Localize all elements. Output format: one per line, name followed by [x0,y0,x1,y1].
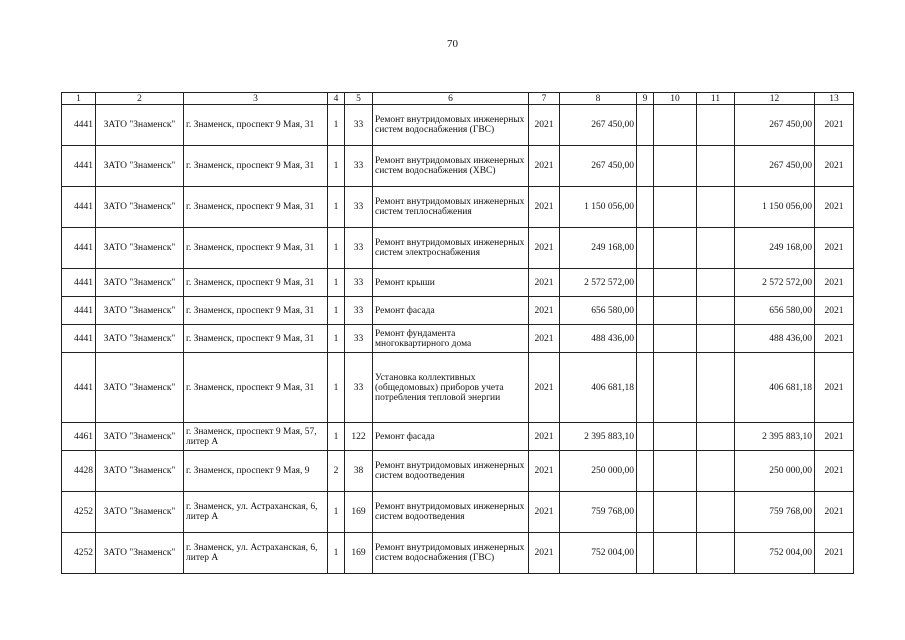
cell-object-code: 4441 [62,105,96,146]
cell-work-type: Ремонт внутридомовых инженерных систем теплоснабжения [373,187,529,228]
cell-col-11 [697,105,735,146]
column-number-1: 1 [62,93,96,105]
cell-cost: 488 436,00 [560,325,637,353]
cell-work-type: Ремонт фасада [373,297,529,325]
column-number-10: 10 [654,93,697,105]
cell-col-11 [697,451,735,492]
table-row [62,533,854,574]
cell-municipality: ЗАТО "Знаменск" [96,146,184,187]
cell-start-year: 2021 [529,146,560,187]
cell-start-year: 2021 [529,451,560,492]
cell-total-cost: 249 168,00 [735,228,815,269]
cell-address: г. Знаменск, проспект 9 Мая, 31 [184,105,328,146]
cell-work-type: Ремонт внутридомовых инженерных систем водоснабжения (ХВС) [373,146,529,187]
cell-col-9 [637,146,654,187]
cell-house-number: 33 [345,146,373,187]
cell-total-cost: 488 436,00 [735,325,815,353]
cell-end-year: 2021 [815,146,854,187]
cell-total-cost: 2 395 883,10 [735,423,815,451]
cell-end-year: 2021 [815,228,854,269]
cell-col-11 [697,269,735,297]
column-number-12: 12 [735,93,815,105]
cell-address: г. Знаменск, проспект 9 Мая, 57, литер А [184,423,328,451]
cell-end-year: 2021 [815,423,854,451]
cell-col-10 [654,451,697,492]
column-number-9: 9 [637,93,654,105]
cell-col-10 [654,228,697,269]
cell-col-11 [697,353,735,423]
cell-building-part: 1 [328,325,345,353]
cell-start-year: 2021 [529,269,560,297]
cell-end-year: 2021 [815,451,854,492]
cell-col-11 [697,297,735,325]
cell-total-cost: 1 150 056,00 [735,187,815,228]
cell-cost: 249 168,00 [560,228,637,269]
cell-address: г. Знаменск, проспект 9 Мая, 9 [184,451,328,492]
cell-col-10 [654,146,697,187]
cell-start-year: 2021 [529,533,560,574]
column-number-11: 11 [697,93,735,105]
cell-total-cost: 267 450,00 [735,146,815,187]
cell-col-10 [654,269,697,297]
column-number-2: 2 [96,93,184,105]
table-row [62,297,854,325]
cell-building-part: 1 [328,146,345,187]
cell-col-9 [637,492,654,533]
cell-total-cost: 752 004,00 [735,533,815,574]
column-number-4: 4 [328,93,345,105]
cell-municipality: ЗАТО "Знаменск" [96,423,184,451]
cell-municipality: ЗАТО "Знаменск" [96,228,184,269]
table-row [62,423,854,451]
column-number-6: 6 [373,93,529,105]
cell-municipality: ЗАТО "Знаменск" [96,187,184,228]
cell-building-part: 1 [328,423,345,451]
table-row [62,451,854,492]
cell-total-cost: 406 681,18 [735,353,815,423]
cell-work-type: Ремонт внутридомовых инженерных систем водоснабжения (ГВС) [373,533,529,574]
cell-col-9 [637,423,654,451]
column-number-5: 5 [345,93,373,105]
cell-end-year: 2021 [815,492,854,533]
cell-end-year: 2021 [815,105,854,146]
cell-work-type: Ремонт фасада [373,423,529,451]
column-number-row [62,93,854,105]
cell-col-11 [697,187,735,228]
cell-house-number: 33 [345,325,373,353]
cell-object-code: 4441 [62,325,96,353]
cell-house-number: 38 [345,451,373,492]
cell-house-number: 169 [345,533,373,574]
cell-col-11 [697,423,735,451]
cell-col-10 [654,325,697,353]
cell-end-year: 2021 [815,325,854,353]
cell-col-9 [637,325,654,353]
cell-object-code: 4441 [62,228,96,269]
cell-work-type: Ремонт крыши [373,269,529,297]
cell-address: г. Знаменск, проспект 9 Мая, 31 [184,228,328,269]
repair-program-table [61,92,854,574]
cell-start-year: 2021 [529,105,560,146]
column-number-13: 13 [815,93,854,105]
cell-address: г. Знаменск, ул. Астраханская, 6, литер А [184,533,328,574]
cell-col-9 [637,451,654,492]
cell-object-code: 4441 [62,353,96,423]
cell-house-number: 33 [345,105,373,146]
cell-cost: 2 572 572,00 [560,269,637,297]
cell-building-part: 1 [328,105,345,146]
cell-building-part: 1 [328,297,345,325]
table-row [62,325,854,353]
cell-object-code: 4252 [62,533,96,574]
cell-cost: 752 004,00 [560,533,637,574]
cell-address: г. Знаменск, проспект 9 Мая, 31 [184,325,328,353]
cell-cost: 267 450,00 [560,146,637,187]
cell-cost: 250 000,00 [560,451,637,492]
cell-object-code: 4441 [62,269,96,297]
cell-address: г. Знаменск, проспект 9 Мая, 31 [184,297,328,325]
cell-start-year: 2021 [529,228,560,269]
cell-cost: 1 150 056,00 [560,187,637,228]
cell-start-year: 2021 [529,423,560,451]
cell-col-9 [637,533,654,574]
cell-municipality: ЗАТО "Знаменск" [96,105,184,146]
cell-address: г. Знаменск, проспект 9 Мая, 31 [184,269,328,297]
cell-house-number: 33 [345,228,373,269]
cell-col-11 [697,533,735,574]
cell-municipality: ЗАТО "Знаменск" [96,492,184,533]
column-number-7: 7 [529,93,560,105]
cell-cost: 406 681,18 [560,353,637,423]
cell-col-10 [654,492,697,533]
cell-col-9 [637,269,654,297]
cell-col-10 [654,533,697,574]
cell-building-part: 1 [328,269,345,297]
cell-cost: 656 580,00 [560,297,637,325]
cell-building-part: 1 [328,228,345,269]
cell-col-11 [697,228,735,269]
cell-col-10 [654,423,697,451]
cell-start-year: 2021 [529,325,560,353]
cell-col-11 [697,146,735,187]
cell-total-cost: 656 580,00 [735,297,815,325]
cell-building-part: 1 [328,492,345,533]
table-row [62,492,854,533]
cell-cost: 759 768,00 [560,492,637,533]
table-row [62,269,854,297]
cell-municipality: ЗАТО "Знаменск" [96,533,184,574]
table-body [62,105,854,574]
cell-object-code: 4441 [62,146,96,187]
table-row [62,228,854,269]
column-number-3: 3 [184,93,328,105]
cell-col-10 [654,105,697,146]
cell-start-year: 2021 [529,353,560,423]
column-number-8: 8 [560,93,637,105]
cell-building-part: 1 [328,187,345,228]
cell-end-year: 2021 [815,533,854,574]
cell-col-10 [654,187,697,228]
cell-building-part: 1 [328,533,345,574]
cell-end-year: 2021 [815,353,854,423]
cell-work-type: Ремонт фундамента многоквартирного дома [373,325,529,353]
cell-house-number: 33 [345,187,373,228]
cell-address: г. Знаменск, проспект 9 Мая, 31 [184,353,328,423]
table-row [62,105,854,146]
cell-col-9 [637,228,654,269]
cell-end-year: 2021 [815,187,854,228]
table-row [62,187,854,228]
cell-address: г. Знаменск, проспект 9 Мая, 31 [184,187,328,228]
cell-start-year: 2021 [529,297,560,325]
table-row [62,353,854,423]
cell-total-cost: 267 450,00 [735,105,815,146]
cell-col-11 [697,492,735,533]
cell-start-year: 2021 [529,492,560,533]
cell-col-11 [697,325,735,353]
cell-col-10 [654,353,697,423]
cell-end-year: 2021 [815,297,854,325]
cell-col-9 [637,187,654,228]
cell-building-part: 2 [328,451,345,492]
cell-col-9 [637,297,654,325]
cell-object-code: 4428 [62,451,96,492]
cell-municipality: ЗАТО "Знаменск" [96,451,184,492]
cell-cost: 2 395 883,10 [560,423,637,451]
cell-municipality: ЗАТО "Знаменск" [96,325,184,353]
table-row [62,146,854,187]
cell-work-type: Установка коллективных (общедомовых) приборов учета потребления тепловой энергии [373,353,529,423]
cell-col-9 [637,353,654,423]
cell-address: г. Знаменск, ул. Астраханская, 6, литер А [184,492,328,533]
cell-municipality: ЗАТО "Знаменск" [96,353,184,423]
cell-house-number: 33 [345,353,373,423]
page-number: 70 [447,38,458,50]
cell-cost: 267 450,00 [560,105,637,146]
cell-municipality: ЗАТО "Знаменск" [96,297,184,325]
cell-object-code: 4441 [62,187,96,228]
cell-total-cost: 2 572 572,00 [735,269,815,297]
cell-total-cost: 250 000,00 [735,451,815,492]
cell-end-year: 2021 [815,269,854,297]
cell-building-part: 1 [328,353,345,423]
cell-address: г. Знаменск, проспект 9 Мая, 31 [184,146,328,187]
cell-total-cost: 759 768,00 [735,492,815,533]
cell-work-type: Ремонт внутридомовых инженерных систем водоснабжения (ГВС) [373,105,529,146]
cell-work-type: Ремонт внутридомовых инженерных систем водоотведения [373,492,529,533]
cell-house-number: 33 [345,297,373,325]
cell-work-type: Ремонт внутридомовых инженерных систем электроснабжения [373,228,529,269]
cell-object-code: 4252 [62,492,96,533]
cell-house-number: 33 [345,269,373,297]
cell-col-9 [637,105,654,146]
cell-object-code: 4441 [62,297,96,325]
cell-object-code: 4461 [62,423,96,451]
cell-house-number: 169 [345,492,373,533]
cell-municipality: ЗАТО "Знаменск" [96,269,184,297]
cell-start-year: 2021 [529,187,560,228]
cell-work-type: Ремонт внутридомовых инженерных систем водоотведения [373,451,529,492]
cell-col-10 [654,297,697,325]
cell-house-number: 122 [345,423,373,451]
